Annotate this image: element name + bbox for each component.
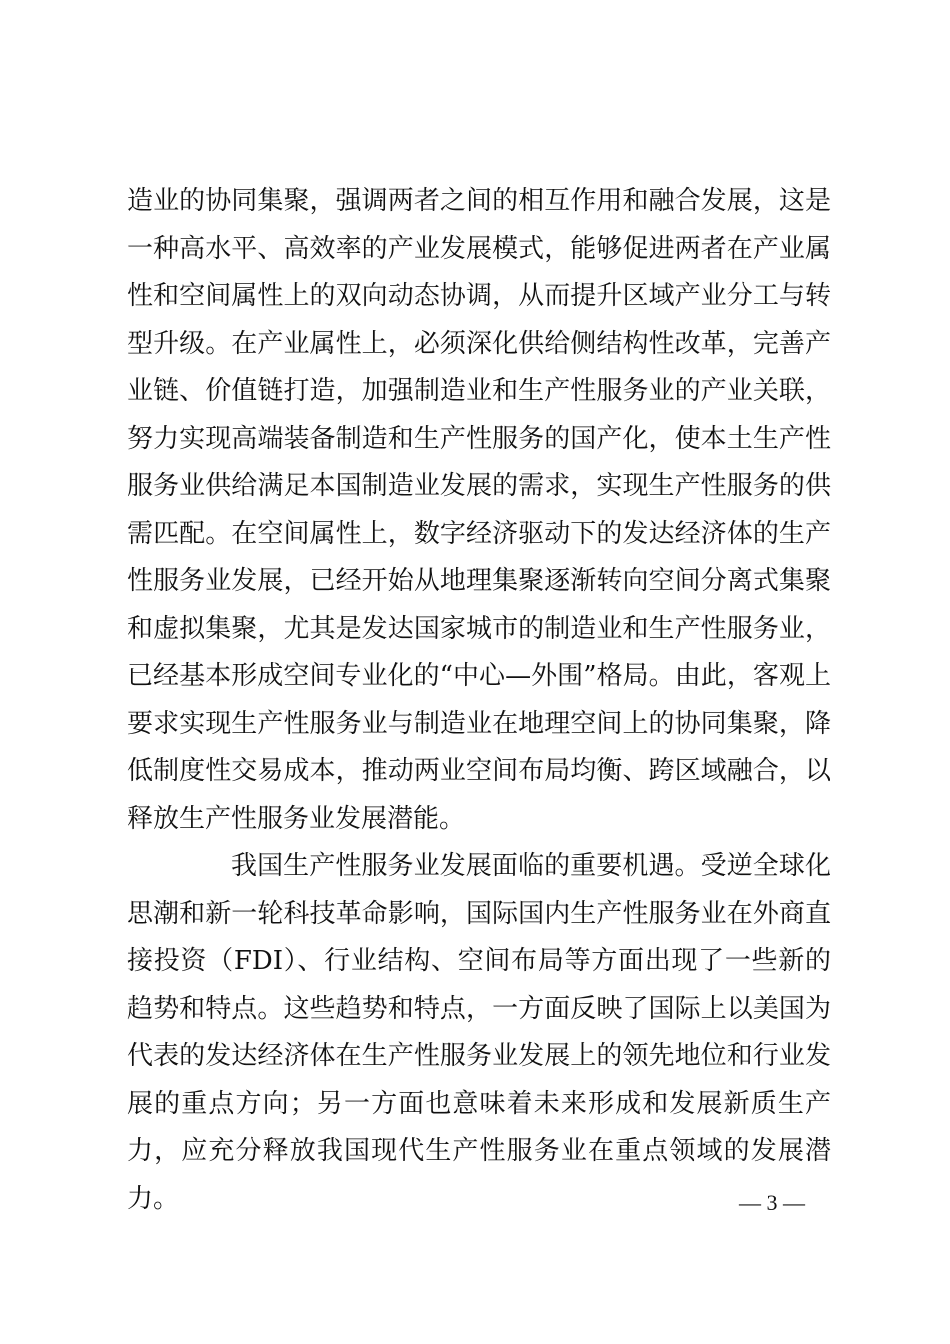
body-text	[127, 178, 831, 1223]
page-number: — 3 —	[739, 1190, 805, 1215]
paragraph-2: 我国生产性服务业发展面临的重要机遇。受逆全球化思潮和新一轮科技革命影响，国际国内生产性服务业在外商直接投资（FDI）、行业结构、空间布局等方面出现了一些新的趋势和特点。这些趋势和特点，一方面反映了国际上以美国为代表的发达经济体在生产性服务业发展上的领先地位和行业发展的重点方向；另一方面也意味着未来形成和发展新质生产力，应充分释放我国现代生产性服务业在重点领域的发展潜力。	[127, 851, 831, 1214]
paragraph-1: 造业的协同集聚，强调两者之间的相互作用和融合发展，这是一种高水平、高效率的产业发展模式，能够促进两者在产业属性和空间属性上的双向动态协调，从而提升区域产业分工与转型升级。在产业属性上，必须深化供给侧结构性改革，完善产业链、价值链打造，加强制造业和生产性服务业的产业关联，努力实现高端装备制造和生产性服务的国产化，使本土生产性服务业供给满足本国制造业发展的需求，实现生产性服务的供需匹配。在空间属性上，数字经济驱动下的发达经济体的生产性服务业发展，已经开始从地理集聚逐渐转向空间分离式集聚和虚拟集聚，尤其是发达国家城市的制造业和生产性服务业，已经基本形成空间专业化的“中心—外围”格局。由此，客观上要求实现生产性服务业与制造业在地理空间上的协同集聚，降低制度性交易成本，推动两业空间布局均衡、跨区域融合，以释放生产性服务业发展潜能。	[127, 186, 831, 834]
